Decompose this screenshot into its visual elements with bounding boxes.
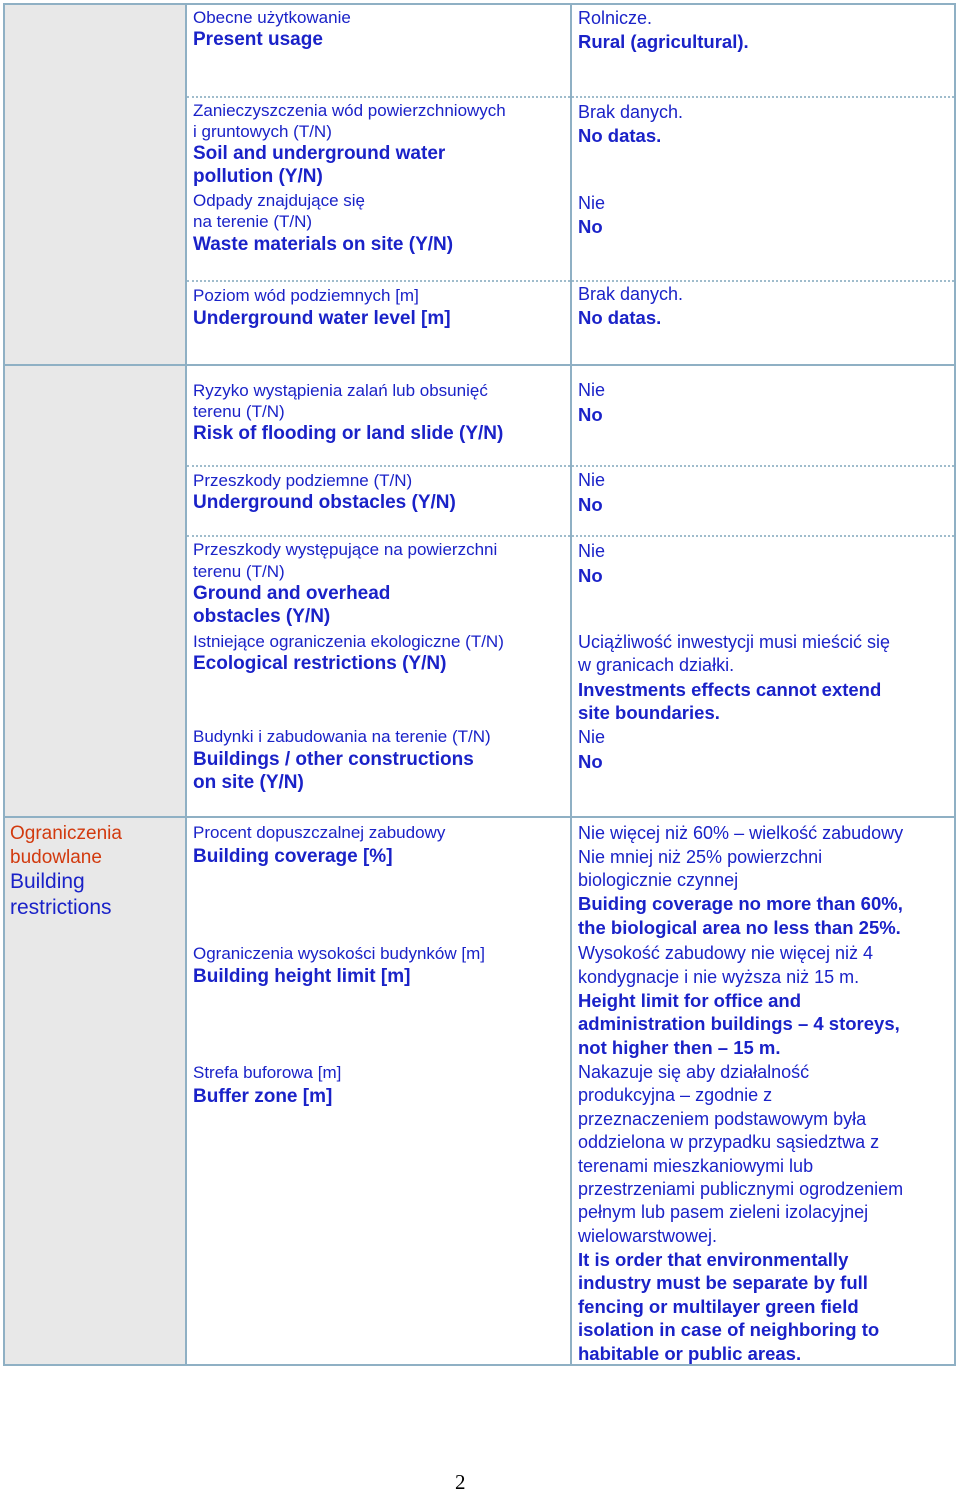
label-ecological-pl: Istniejące ograniczenia ekologiczne (T/N) bbox=[193, 632, 504, 651]
value-buildings-on-site-en: No bbox=[578, 751, 603, 772]
label-flood-risk-pl: terenu (T/N) bbox=[193, 402, 285, 421]
value-waste-materials-pl: Nie bbox=[578, 193, 606, 213]
label-water-pollution-en: pollution (Y/N) bbox=[193, 166, 323, 187]
value-waste-materials-en: No bbox=[578, 216, 603, 237]
value-buffer-zone-pl: Nakazuje się aby działalność bbox=[578, 1062, 810, 1082]
label-ecological-en: Ecological restrictions (Y/N) bbox=[193, 653, 447, 674]
value-buffer-zone-pl: pełnym lub pasem zieleni izolacyjnej bbox=[578, 1202, 869, 1222]
value-ecological-pl: w granicach działki. bbox=[578, 655, 735, 675]
value-flood-risk-pl: Nie bbox=[578, 380, 606, 400]
label-waste-materials-pl: Odpady znajdujące się bbox=[193, 191, 366, 210]
label-buildings-on-site-en: on site (Y/N) bbox=[193, 772, 304, 793]
label-water-level-en: Underground water level [m] bbox=[193, 308, 451, 329]
value-building-coverage-pl: biologicznie czynnej bbox=[578, 870, 739, 890]
category-label-en: restrictions bbox=[10, 896, 112, 919]
label-height-limit-pl: Ograniczenia wysokości budynków [m] bbox=[193, 944, 485, 963]
value-water-level-en: No datas. bbox=[578, 307, 662, 328]
row-divider bbox=[187, 96, 954, 98]
value-flood-risk-en: No bbox=[578, 404, 603, 425]
value-underground-obstacles-pl: Nie bbox=[578, 470, 606, 490]
value-buffer-zone-en: fencing or multilayer green field bbox=[578, 1296, 859, 1317]
value-building-coverage-pl: Nie więcej niż 60% – wielkość zabudowy bbox=[578, 823, 904, 843]
label-underground-obstacles-en: Underground obstacles (Y/N) bbox=[193, 492, 456, 513]
value-building-coverage-en: the biological area no less than 25%. bbox=[578, 917, 901, 938]
label-water-pollution-pl: i gruntowych (T/N) bbox=[193, 122, 332, 141]
category-label-pl: Ograniczenia bbox=[10, 823, 122, 844]
value-ecological-pl: Uciążliwość inwestycji musi mieścić się bbox=[578, 632, 891, 652]
label-buffer-zone-en: Buffer zone [m] bbox=[193, 1086, 333, 1107]
value-buffer-zone-pl: oddzielona w przypadku sąsiedztwa z bbox=[578, 1132, 880, 1152]
label-waste-materials-pl: na terenie (T/N) bbox=[193, 212, 313, 231]
label-water-pollution-pl: Zanieczyszczenia wód powierzchniowych bbox=[193, 101, 506, 120]
label-buildings-on-site-pl: Budynki i zabudowania na terenie (T/N) bbox=[193, 727, 491, 746]
value-buffer-zone-en: industry must be separate by full bbox=[578, 1272, 868, 1293]
value-building-coverage-pl: Nie mniej niż 25% powierzchni bbox=[578, 847, 823, 867]
category-label-pl: budowlane bbox=[10, 847, 102, 868]
label-buffer-zone-pl: Strefa buforowa [m] bbox=[193, 1063, 342, 1082]
label-ground-obstacles-en: obstacles (Y/N) bbox=[193, 606, 331, 627]
row-divider bbox=[187, 280, 954, 282]
value-height-limit-en: not higher then – 15 m. bbox=[578, 1037, 781, 1058]
label-height-limit-en: Building height limit [m] bbox=[193, 966, 411, 987]
label-ground-obstacles-pl: Przeszkody występujące na powierzchni bbox=[193, 540, 498, 559]
value-ground-obstacles-en: No bbox=[578, 565, 603, 586]
value-ecological-en: site boundaries. bbox=[578, 702, 720, 723]
label-waste-materials-en: Waste materials on site (Y/N) bbox=[193, 234, 454, 255]
value-buffer-zone-pl: przeznaczeniem podstawowym była bbox=[578, 1109, 867, 1129]
label-ground-obstacles-en: Ground and overhead bbox=[193, 583, 391, 604]
value-ground-obstacles-pl: Nie bbox=[578, 541, 606, 561]
label-building-coverage-pl: Procent dopuszczalnej zabudowy bbox=[193, 823, 446, 842]
value-buildings-on-site-pl: Nie bbox=[578, 727, 606, 747]
value-buffer-zone-pl: terenami mieszkaniowymi lub bbox=[578, 1156, 814, 1176]
value-ecological-en: Investments effects cannot extend bbox=[578, 679, 882, 700]
label-building-coverage-en: Building coverage [%] bbox=[193, 846, 393, 867]
value-water-pollution-en: No datas. bbox=[578, 125, 662, 146]
row-divider bbox=[187, 465, 954, 467]
value-height-limit-pl: Wysokość zabudowy nie więcej niż 4 bbox=[578, 943, 873, 963]
value-water-pollution-pl: Brak danych. bbox=[578, 102, 684, 122]
value-buffer-zone-pl: produkcyjna – zgodnie z bbox=[578, 1085, 773, 1105]
label-underground-obstacles-pl: Przeszkody podziemne (T/N) bbox=[193, 471, 413, 490]
label-water-level-pl: Poziom wód podziemnych [m] bbox=[193, 286, 419, 305]
label-present-usage-en: Present usage bbox=[193, 29, 323, 50]
value-present-usage-pl: Rolnicze. bbox=[578, 8, 653, 28]
label-flood-risk-en: Risk of flooding or land slide (Y/N) bbox=[193, 423, 504, 444]
category-cell-empty-1 bbox=[3, 3, 187, 366]
page-number: 2 bbox=[455, 1470, 466, 1494]
value-buffer-zone-en: habitable or public areas. bbox=[578, 1343, 802, 1364]
label-ground-obstacles-pl: terenu (T/N) bbox=[193, 562, 285, 581]
category-cell-empty-2 bbox=[3, 364, 187, 818]
label-flood-risk-pl: Ryzyko wystąpienia zalań lub obsunięć bbox=[193, 381, 488, 400]
value-column-section-2 bbox=[570, 364, 956, 818]
value-buffer-zone-en: It is order that environmentally bbox=[578, 1249, 849, 1270]
value-present-usage-en: Rural (agricultural). bbox=[578, 31, 749, 52]
label-buildings-on-site-en: Buildings / other constructions bbox=[193, 749, 474, 770]
value-water-level-pl: Brak danych. bbox=[578, 284, 684, 304]
row-divider bbox=[187, 535, 954, 537]
label-water-pollution-en: Soil and underground water bbox=[193, 143, 446, 164]
value-buffer-zone-pl: przestrzeniami publicznymi ogrodzeniem bbox=[578, 1179, 904, 1199]
value-buffer-zone-en: isolation in case of neighboring to bbox=[578, 1319, 880, 1340]
value-height-limit-en: Height limit for office and bbox=[578, 990, 802, 1011]
label-present-usage-pl: Obecne użytkowanie bbox=[193, 8, 351, 27]
value-height-limit-en: administration buildings – 4 storeys, bbox=[578, 1013, 900, 1034]
value-building-coverage-en: Buiding coverage no more than 60%, bbox=[578, 893, 903, 914]
value-underground-obstacles-en: No bbox=[578, 494, 603, 515]
value-buffer-zone-pl: wielowarstwowej. bbox=[578, 1226, 718, 1246]
value-height-limit-pl: kondygnacje i nie wyższa niż 15 m. bbox=[578, 967, 860, 987]
category-label-en: Building bbox=[10, 870, 85, 893]
